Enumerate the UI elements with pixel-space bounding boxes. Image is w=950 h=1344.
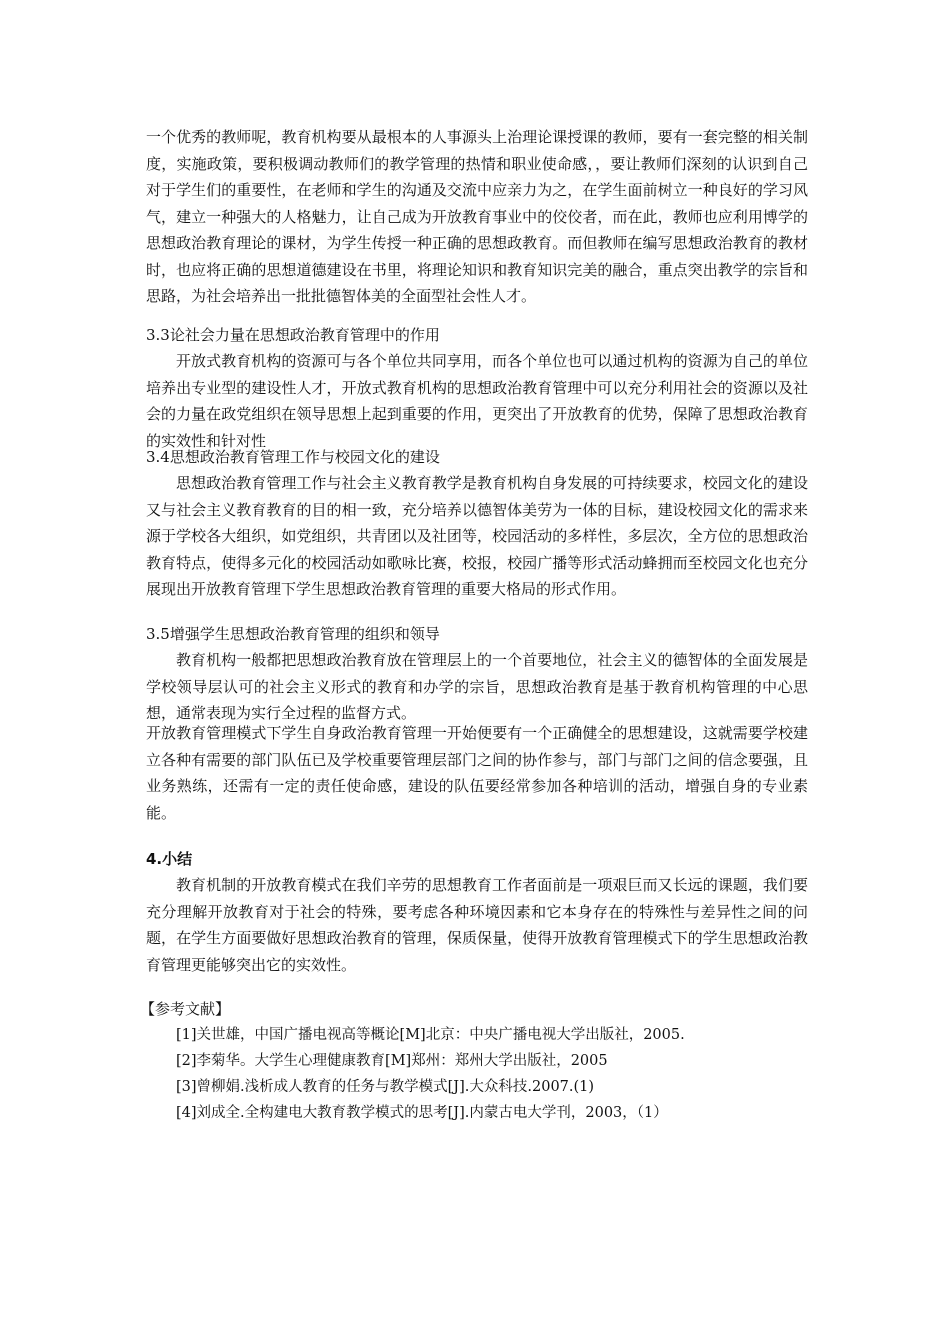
paragraph-leadership: 教育机构一般都把思想政治教育放在管理层上的一个首要地位，社会主义的德智体的全面发展是学校领导层认可的社会主义形式的教育和办学的宗旨，思想政治教育是基于教育机构管理的中心思想，通常表现为实行全过程的监督方式。 xyxy=(146,651,808,722)
paragraph-social-forces: 开放式教育机构的资源可与各个单位共同享用，而各个单位也可以通过机构的资源为自己的单位培养出专业型的建设性人才，开放式教育机构的思想政治教育管理中可以充分利用社会的资源以及社会的力量在政党组织在领导思想上起到重要的作用，更突出了开放教育的优势，保障了思想政治教育的实效性和针对性 xyxy=(146,352,808,450)
paragraph-teacher-role: 一个优秀的教师呢，教育机构要从最根本的人事源头上治理论课授课的教师，要有一套完整的相关制度，实施政策，要积极调动教师们的教学管理的热情和职业使命感，，要让教师们深刻的认识到自己对于学生们的重要性，在老师和学生的沟通及交流中应亲力为之，在学生面前树立一种良好的学习风气，建立一种强大的人格魅力，让自己成为开放教育事业中的佼佼者，而在此，教师也应利用博学的思想政治教育理论的课材，为学生传授一种正确的思想政教育。而但教师在编写思想政治教育的教材时，也应将正确的思想道德建设在书里，将理论知识和教育知识完美的融合，重点突出教学的宗旨和思路，为社会培养出一批批德智体美的全面型社会性人才。 xyxy=(146,128,808,305)
section-heading-summary: 4.小结 xyxy=(146,850,193,868)
reference-item: [4]刘成全.全构建电大教育教学模式的思考[J].内蒙古电大学刊，2003，（1） xyxy=(176,1105,668,1121)
paragraph-campus-culture: 思想政治教育管理工作与社会主义教育教学是教育机构自身发展的可持续要求，校园文化的建设又与社会主义教育教育的目的相一致，充分培养以德智体美劳为一体的目标，建设校园文化的需求来源于学校各大组织，如党组织，共青团以及社团等，校园活动的多样性，多层次，全方位的思想政治教育特点，使得多元化的校园活动如歌咏比赛，校报，校园广播等形式活动蜂拥而至校园文化也充分展现出开放教育管理下学生思想政治教育管理的重要大格局的形式作用。 xyxy=(146,474,808,598)
section-heading-3-3: 3.3论社会力量在思想政治教育管理中的作用 xyxy=(146,326,440,344)
reference-item: [3]曾柳娟.浅析成人教育的任务与教学模式[J].大众科技.2007.(1) xyxy=(176,1079,595,1095)
reference-item: [2]李菊华。大学生心理健康教育[M]郑州：郑州大学出版社，2005 xyxy=(176,1053,608,1069)
references-title: 【参考文献】 xyxy=(140,1000,231,1018)
paragraph-summary: 教育机制的开放教育模式在我们辛劳的思想教育工作者面前是一项艰巨而又长远的课题，我们要充分理解开放教育对于社会的特殊，要考虑各种环境因素和它本身存在的特殊性与差异性之间的问题，在学生方面要做好思想政治教育的管理，保质保量，使得开放教育管理模式下的学生思想政治教育管理更能够突出它的实效性。 xyxy=(146,876,808,974)
reference-item: [1]关世雄，中国广播电视高等概论[M]北京：中央广播电视大学出版社，2005. xyxy=(176,1027,685,1043)
section-heading-3-5: 3.5增强学生思想政治教育管理的组织和领导 xyxy=(146,625,440,643)
paragraph-team-building: 开放教育管理模式下学生自身政治教育管理一开始便要有一个正确健全的思想建设，这就需要学校建立各种有需要的部门队伍已及学校重要管理层部门之间的协作参与，部门与部门之间的信念要强，且业务熟练，还需有一定的责任使命感，建设的队伍要经常参加各种培训的活动，增强自身的专业素能。 xyxy=(146,724,808,822)
section-heading-3-4: 3.4思想政治教育管理工作与校园文化的建设 xyxy=(146,448,440,466)
references-list xyxy=(176,1022,816,1126)
